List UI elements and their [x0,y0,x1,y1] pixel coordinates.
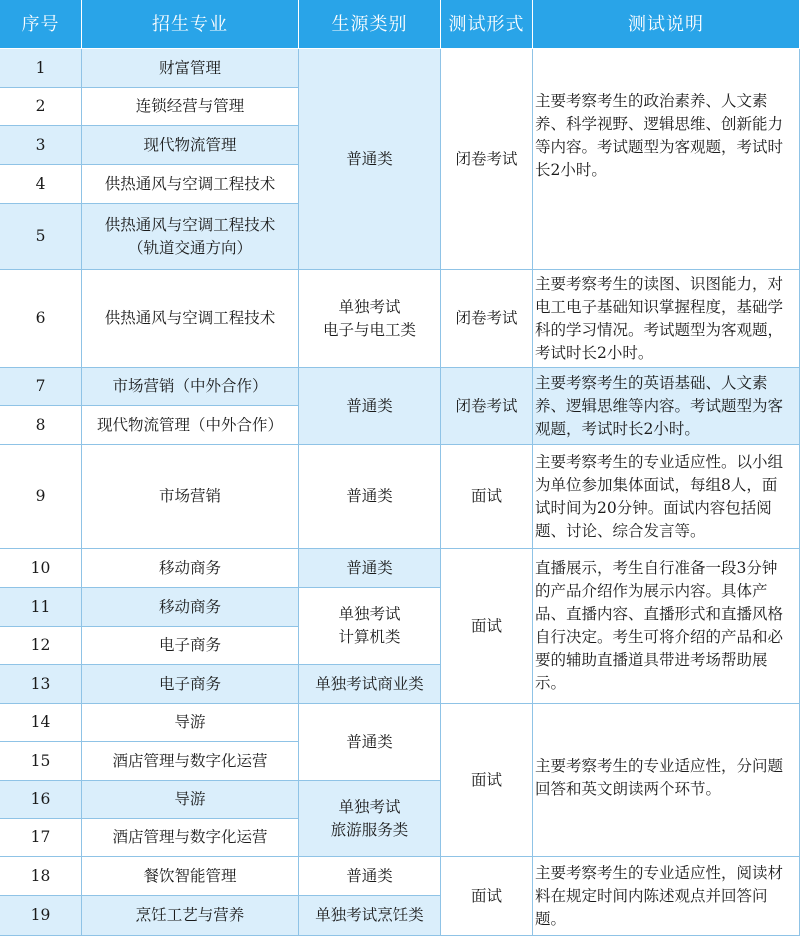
test-form-cell-text: 面试 [470,770,502,789]
major-cell [82,549,299,588]
seq-cell-text: 17 [30,828,51,846]
seq-cell-text: 12 [30,636,51,654]
major-cell [82,126,299,165]
source-type-cell-text: 普通类 [346,149,393,168]
seq-cell [0,627,82,665]
seq-cell [0,781,82,819]
test-description-cell [533,549,800,704]
header-cell-text: 测试形式 [448,13,525,35]
test-form-cell-text: 面试 [470,487,502,505]
test-description-cell [533,857,800,936]
major-cell [82,406,299,445]
seq-cell [0,49,82,88]
source-type-cell [299,445,441,549]
source-type-cell [299,781,441,857]
seq-cell [0,742,82,781]
seq-cell [0,896,82,936]
test-description-cell-text: 主要考察考生的读图、识图能力，对电工电子基础知识掌握程度，基础学科的学习情况。考试题型为客观题，考试时长2小时。 [535,274,784,362]
seq-cell-text: 4 [35,174,46,193]
test-description-cell-text: 主要考察考生的专业适应性。以小组为单位参加集体面试，每组8人，面试时间为20分钟。面试内容包括阅题、讨论、综合发言等。 [535,452,784,540]
major-cell-text: 移动商务 [158,597,221,616]
test-form-cell-text: 闭卷考试 [455,396,518,415]
major-cell-text: 现代物流管理 [143,135,237,154]
header-cell [82,0,299,49]
seq-cell-text: 19 [30,906,51,924]
major-cell [82,49,299,88]
test-form-cell-text: 闭卷考试 [455,149,518,168]
source-type-cell-text: 单独考试 电子与电工类 [322,297,416,339]
major-cell [82,204,299,270]
major-cell-text: 供热通风与空调工程技术 [104,174,276,193]
major-cell [82,627,299,665]
header-cell-text: 生源类别 [331,13,408,35]
source-type-cell-text: 普通类 [346,487,393,505]
seq-cell [0,704,82,742]
seq-cell [0,588,82,627]
header-cell [0,0,82,49]
test-description-cell [533,704,800,857]
source-type-cell [299,549,441,588]
major-cell [82,445,299,549]
seq-cell [0,819,82,857]
seq-cell [0,88,82,126]
header-cell [299,0,441,49]
source-type-cell [299,270,441,368]
seq-cell-text: 1 [35,58,46,77]
source-type-cell-text: 单独考试 旅游服务类 [330,797,409,839]
major-cell [82,165,299,204]
seq-cell [0,126,82,165]
major-cell-text: 供热通风与空调工程技术 （轨道交通方向） [104,215,276,257]
test-description-cell-text: 主要考察考生的专业适应性，分问题回答和英文朗读两个环节。 [535,757,784,798]
major-cell-text: 餐饮智能管理 [143,866,237,885]
seq-cell [0,270,82,368]
major-cell-text: 连锁经营与管理 [135,97,245,115]
major-cell [82,742,299,781]
seq-cell [0,204,82,270]
seq-cell [0,549,82,588]
test-form-cell-text: 闭卷考试 [455,309,518,327]
test-description-cell-text: 主要考察考生的专业适应性，阅读材料在规定时间内陈述观点并回答问题。 [535,863,784,928]
source-type-cell-text: 普通类 [346,866,393,885]
major-cell-text: 烹饪工艺与营养 [135,906,245,924]
seq-cell-text: 16 [30,790,51,808]
header-cell [441,0,533,49]
test-form-cell [441,857,533,936]
seq-cell-text: 14 [30,713,51,731]
test-description-cell [533,445,800,549]
test-form-cell [441,270,533,368]
test-description-cell-text: 主要考察考生的政治素养、人文素养、科学视野、逻辑思维、创新能力等内容。考试题型为客观题，考试时长2小时。 [535,92,784,179]
test-form-cell [441,368,533,445]
seq-cell-text: 3 [35,135,46,154]
major-cell [82,781,299,819]
seq-cell [0,406,82,445]
seq-cell [0,368,82,406]
test-description-cell [533,368,800,445]
major-cell [82,819,299,857]
test-description-cell [533,49,800,270]
header-cell-text: 序号 [21,13,60,35]
seq-cell-text: 13 [30,674,51,693]
test-description-cell-text: 主要考察考生的英语基础、人文素养、逻辑思维等内容。考试题型为客观题，考试时长2小时。 [535,373,784,438]
source-type-cell-text: 普通类 [346,732,393,751]
seq-cell [0,445,82,549]
seq-cell [0,165,82,204]
test-description-cell [533,270,800,368]
seq-cell-text: 8 [35,415,46,434]
major-cell [82,368,299,406]
major-cell-text: 电子商务 [158,636,221,654]
seq-cell-text: 5 [35,227,46,245]
source-type-cell [299,368,441,445]
major-cell-text: 现代物流管理（中外合作） [96,415,283,434]
major-cell-text: 供热通风与空调工程技术 [104,309,276,327]
source-type-cell [299,588,441,665]
source-type-cell-text: 单独考试 计算机类 [338,605,401,646]
major-cell [82,704,299,742]
seq-cell-text: 18 [30,866,51,885]
source-type-cell-text: 单独考试商业类 [315,674,424,693]
seq-cell-text: 10 [30,558,51,577]
major-cell-text: 市场营销 [158,487,221,505]
seq-cell-text: 7 [35,377,46,395]
major-cell [82,88,299,126]
source-type-cell [299,665,441,704]
header-cell-text: 测试说明 [628,13,704,35]
major-cell [82,665,299,704]
major-cell-text: 移动商务 [158,558,221,577]
major-cell [82,857,299,896]
source-type-cell [299,49,441,270]
seq-cell [0,857,82,896]
seq-cell-text: 11 [30,597,51,616]
major-cell-text: 导游 [174,713,206,731]
major-cell [82,270,299,368]
seq-cell-text: 15 [30,751,51,770]
source-type-cell-text: 单独考试烹饪类 [315,906,424,924]
source-type-cell-text: 普通类 [346,396,393,415]
source-type-cell-text: 普通类 [346,558,393,577]
test-form-cell [441,49,533,270]
test-form-cell [441,445,533,549]
major-cell-text: 市场营销（中外合作） [112,377,268,395]
seq-cell-text: 9 [35,487,46,505]
header-cell-text: 招生专业 [152,13,228,35]
major-cell-text: 财富管理 [158,58,221,77]
major-cell-text: 酒店管理与数字化运营 [112,751,268,770]
source-type-cell [299,857,441,896]
major-cell-text: 导游 [174,790,206,808]
test-description-cell-text: 直播展示，考生自行准备一段3分钟的产品介绍作为展示内容。具体产品、直播内容、直播形式和直播风格自行决定。考生可将介绍的产品和必要的辅助直播道具带进考场帮助展示。 [535,559,784,692]
source-type-cell [299,896,441,936]
major-cell [82,896,299,936]
test-form-cell-text: 面试 [470,616,502,635]
header-cell [533,0,800,49]
major-cell [82,588,299,627]
seq-cell-text: 2 [35,97,46,115]
source-type-cell [299,704,441,781]
major-cell-text: 电子商务 [158,674,221,693]
test-form-cell [441,704,533,857]
seq-cell-text: 6 [35,309,46,327]
seq-cell [0,665,82,704]
major-cell-text: 酒店管理与数字化运营 [112,828,268,846]
test-form-cell-text: 面试 [470,886,502,905]
test-form-cell [441,549,533,704]
